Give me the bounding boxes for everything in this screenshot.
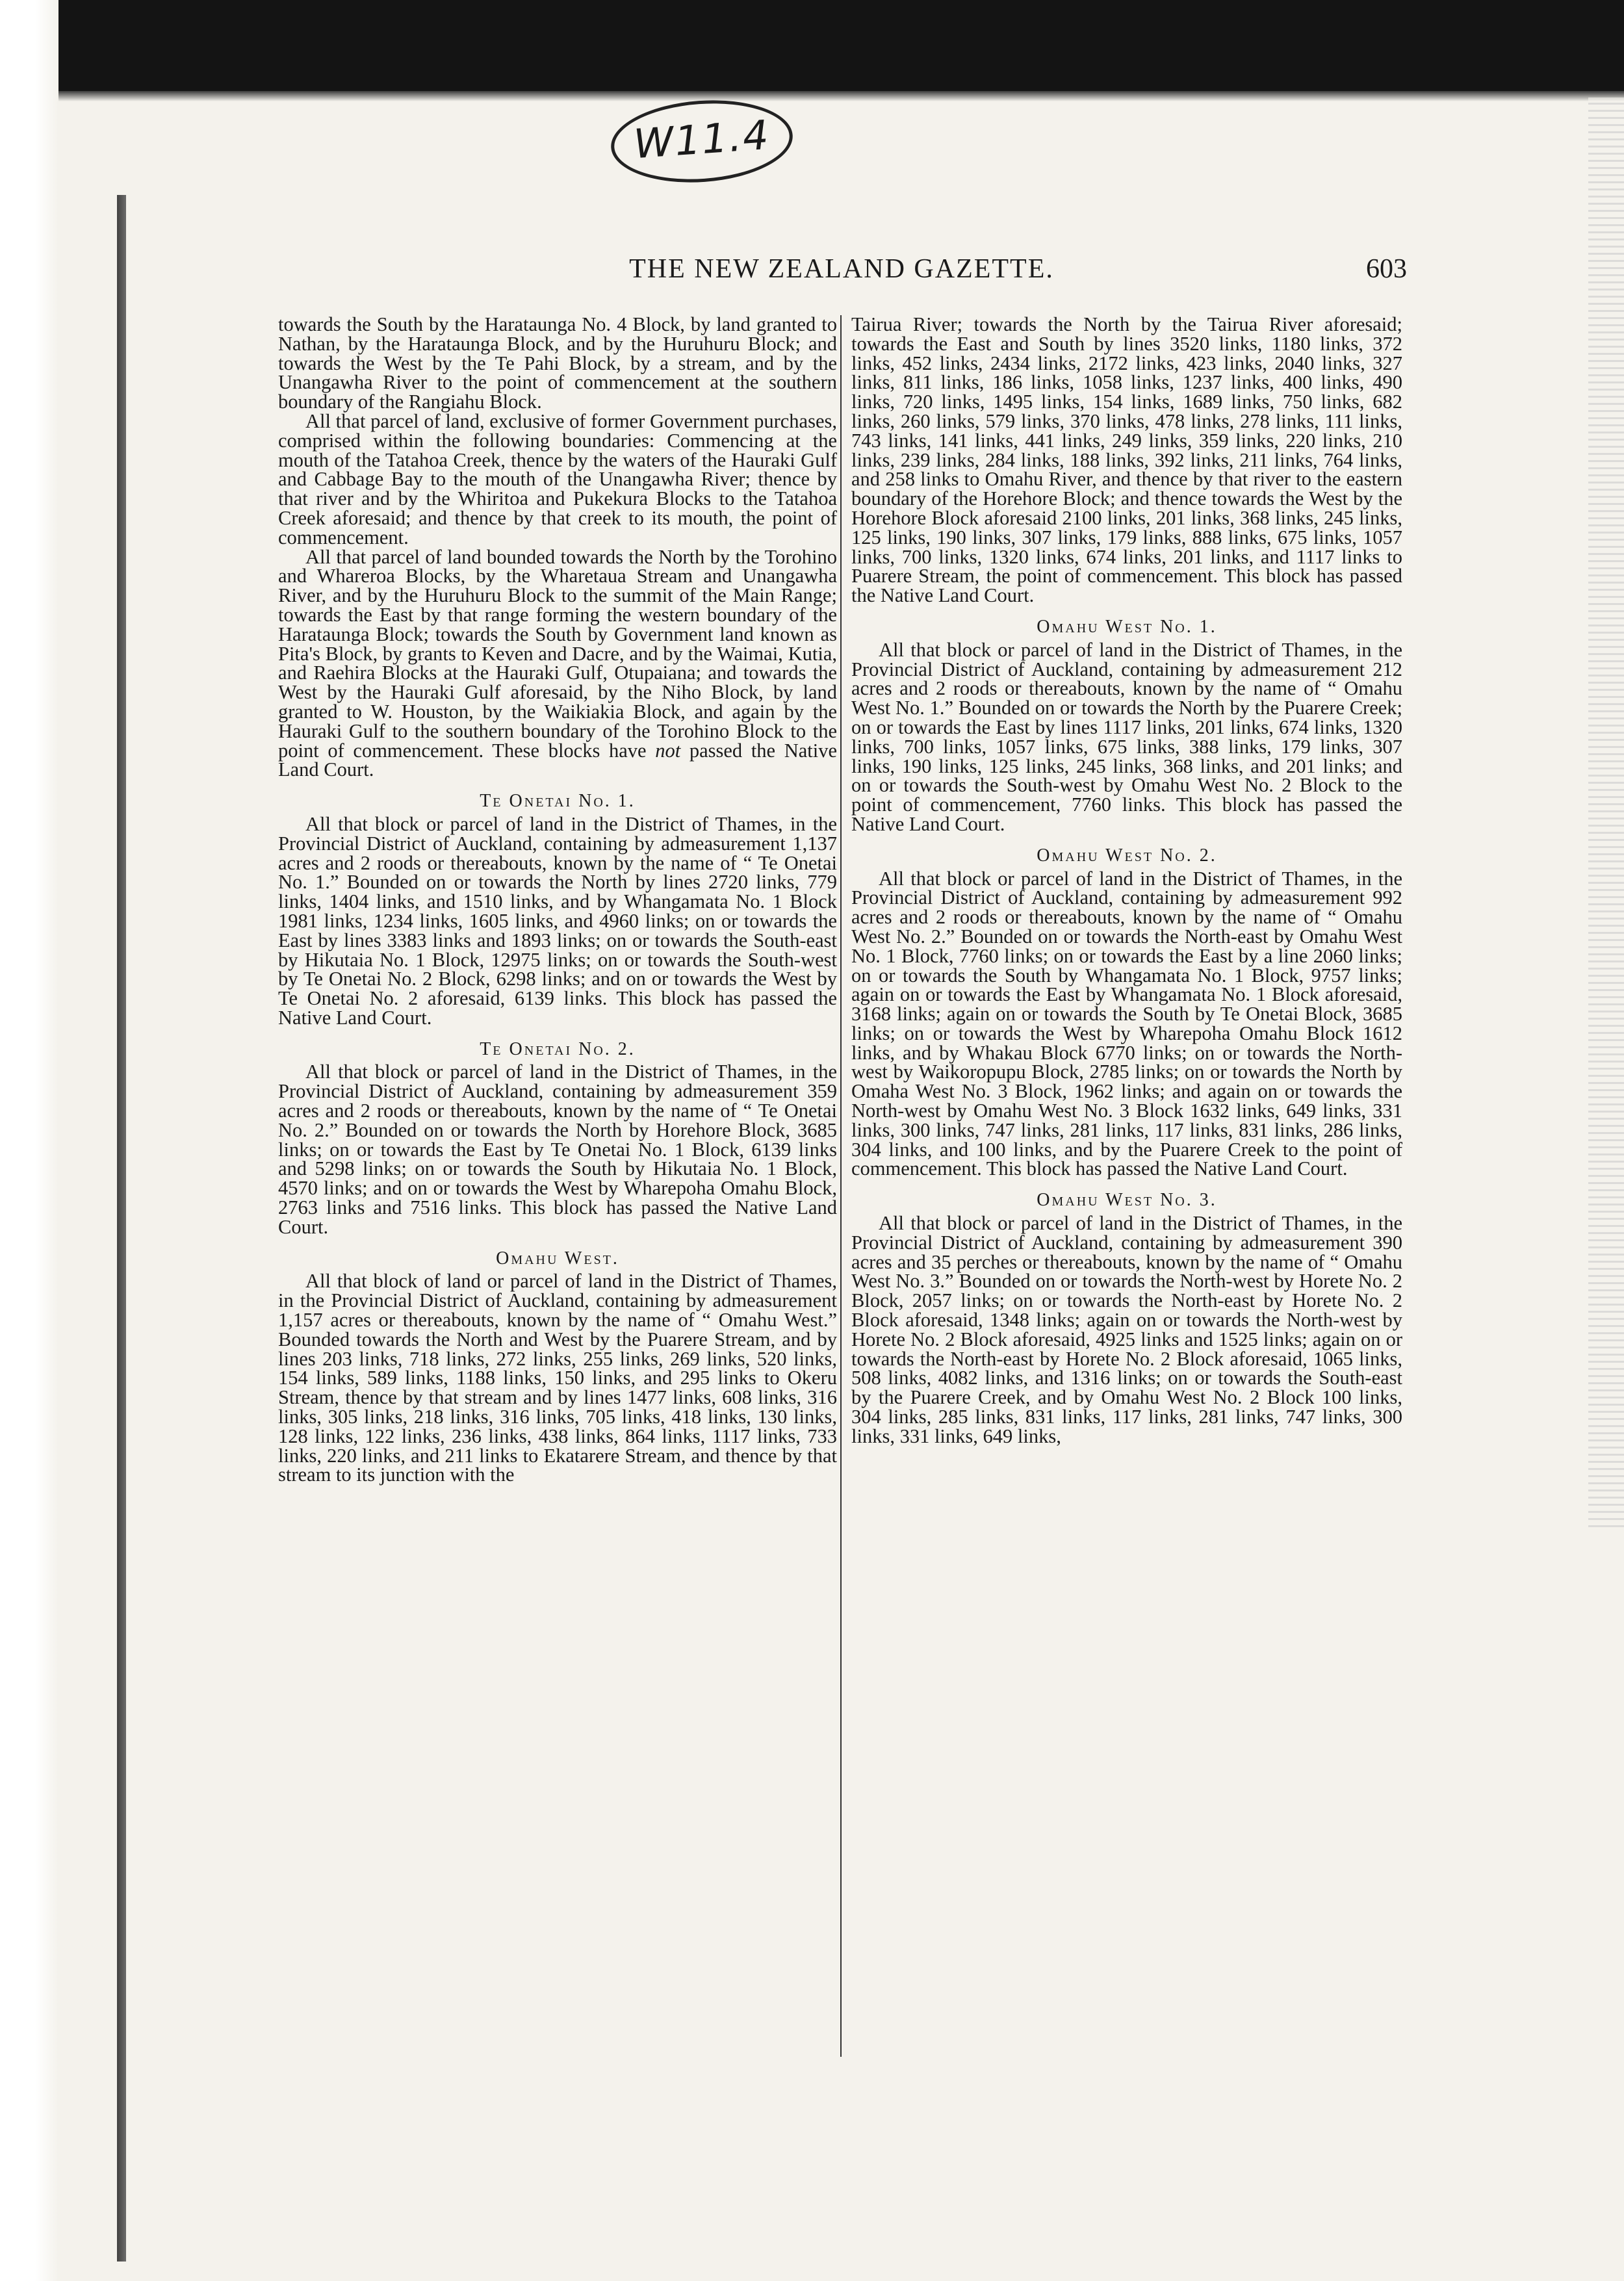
paragraph <box>278 545 838 781</box>
binding-edge <box>117 195 126 2262</box>
paragraph: All that block of land or parcel of land in the District of Thames, in the Provincial District of Auckland, containing by admeasurement 1,157 acres or thereabouts, known by the name of “ Omahu West.” Bounded towards the North and West by the Puarere Stream, and by lines 203 links, 718 links, 272 links, 255 links, 269 links, 520 links, 154 links, 589 links, 1188 links, 150 links, and 295 links to Okeru Stream, thence by that stream and by lines 1477 links, 608 links, 316 links, 305 links, 218 links, 316 links, 705 links, 418 links, 130 links, 128 links, 122 links, 236 links, 438 links, 864 links, 1117 links, 733 links, 220 links, and 211 links to Ekatarere Stream, and thence by that stream to its junction with the <box>278 1270 837 1486</box>
scan-shadow-fade <box>58 91 1624 101</box>
scan-edge-right <box>1588 97 1624 1527</box>
page-number: 603 <box>1366 254 1407 284</box>
column-divider <box>840 315 842 2057</box>
scan-margin-left <box>0 0 58 2281</box>
paragraph: towards the South by the Harataunga No. 4 Block, by land granted to Nathan, by the Harataunga Block, and by the Huruhuru Block; and towards the West by the Te Pahi Block, by a stream, and by the Unangawha River to the point of commencement at the southern boundary of the Rangiahu Block. <box>278 313 837 413</box>
paragraph: All that parcel of land, exclusive of former Government purchases, comprised within the following boundaries: Commencing at the mouth of the Tatahoa Creek, thence by the waters of the Hauraki Gulf and Cabbage Bay to the mouth of the Unangawha River; thence by that river and by the Whiritoa and Pukekura Blocks to the Tatahoa Creek aforesaid; and thence by that creek to its mouth, the point of commencement. <box>278 409 837 548</box>
section-heading: Omahu West No. 1. <box>1037 616 1217 637</box>
section-heading: Omahu West No. 2. <box>1037 845 1217 866</box>
emphasis-text: not <box>655 739 681 762</box>
paragraph: All that block or parcel of land in the District of Thames, in the Provincial District of Auckland, containing by admeasurement 212 acres and 2 roods or thereabouts, known by the name of “ Omahu West No. 1.” Bounded on or towards the North by the Puarere Creek; on or towards the East by lines 1117 links, 201 links, 674 links, 1320 links, 700 links, 1057 links, 675 links, 388 links, 179 links, 307 links, 190 links, 125 links, 245 links, 368 links, and 201 links; and on or towards the South-west by Omahu West No. 2 Block to the point of commencement, 7760 links. This block has passed the Native Land Court. <box>851 638 1402 835</box>
scan-shadow-top <box>58 0 1624 91</box>
section-heading: Te Onetai No. 2. <box>480 1038 636 1059</box>
paragraph: All that block or parcel of land in the District of Thames, in the Provincial District of Auckland, containing by admeasurement 1,137 acres and 2 roods or thereabouts, known by the name of “ Te Onetai No. 1.” Bounded on or towards the North by lines 2720 links, 779 links, 1404 links, and 1510 links, and by Whangamata No. 1 Block 1981 links, 1234 links, 1605 links, and 4960 links; on or towards the East by lines 3383 links and 1893 links; on or towards the South-east by Hikutaia No. 1 Block, 12975 links; on or towards the South-west by Te Onetai No. 2 Block, 6298 links; and on or towards the West by Te Onetai No. 2 aforesaid, 6139 links. This block has passed the Native Land Court. <box>278 812 837 1029</box>
paragraph: All that block or parcel of land in the District of Thames, in the Provincial District of Auckland, containing by admeasurement 390 acres and 35 perches or thereabouts, known by the name of “ Omahu West No. 3.” Bounded on or towards the North-west by Horete No. 2 Block, 2057 links; on or towards the North-east by Horete No. 2 Block aforesaid, 1348 links; again on or towards the North-west by Horete No. 2 Block aforesaid, 4925 links and 1525 links; again on or towards the North-east by Horete No. 2 Block aforesaid, 1065 links, 508 links, 4082 links, and 1316 links; on or towards the South-east by the Puarere Creek, and by Omahu West No. 2 Block 100 links, 304 links, 285 links, 831 links, 117 links, 281 links, 747 links, 300 links, 331 links, 649 links, <box>851 1212 1402 1447</box>
paragraph: Tairua River; towards the North by the Tairua River aforesaid; towards the East and South by lines 3520 links, 1180 links, 372 links, 452 links, 2434 links, 2172 links, 423 links, 2040 links, 327 links, 811 links, 186 links, 1058 links, 1237 links, 400 links, 490 links, 720 links, 1495 links, 154 links, 1689 links, 750 links, 682 links, 260 links, 579 links, 370 links, 478 links, 278 links, 111 links, 743 links, 141 links, 441 links, 249 links, 359 links, 220 links, 210 links, 239 links, 284 links, 188 links, 392 links, 211 links, 764 links, and 258 links to Omahu River, and thence by that river to the eastern boundary of the Horehore Block; and thence towards the West by the Horehore Block aforesaid 2100 links, 201 links, 368 links, 245 links, 125 links, 190 links, 307 links, 179 links, 888 links, 675 links, 1057 links, 700 links, 1320 links, 674 links, 201 links, and 1117 links to Puarere Stream, the point of commencement. This block has passed the Native Land Court. <box>851 313 1402 607</box>
section-heading: Omahu West. <box>496 1248 619 1269</box>
gazette-title: THE NEW ZEALAND GAZETTE. <box>629 254 1054 284</box>
stamp-text: W11.4 <box>632 110 771 168</box>
paragraph: All that block or parcel of land in the District of Thames, in the Provincial District of Auckland, containing by admeasurement 359 acres and 2 roods or thereabouts, known by the name of “ Te Onetai No. 2.” Bounded on or towards the North by Horehore Block, 3685 links; on or towards the East by Te Onetai No. 1 Block, 6139 links and 5298 links; on or towards the South by Hikutaia No. 1 Block, 4570 links; and on or towards the West by Wharepoha Omahu Block, 2763 links and 7516 links. This block has passed the Native Land Court. <box>278 1061 837 1238</box>
left-column <box>278 315 837 1485</box>
section-heading: Te Onetai No. 1. <box>480 791 636 812</box>
section-heading: Omahu West No. 3. <box>1037 1190 1217 1211</box>
page-header <box>276 253 1407 292</box>
paragraph-text: All that parcel of land bounded towards the North by the Torohino and Whareroa Blocks, by the Wharetaua Stream and Unangawha River, and by the Huruhuru Block to the summit of the Main Range; towards the East by that range forming the western boundary of the Harataunga Block; towards the South by Government land known as Pita's Block, by grants to Keven and Dacre, and by the Waimai, Kutia, and Raehira Blocks at the Hauraki Gulf, Otupaiana; and towards the West by the Hauraki Gulf aforesaid, by the Niho Block, by land granted to W. Houston, by the Waikiakia Block, and again by the Hauraki Gulf to the southern boundary of the Torohino Block to the point of commencement. <box>278 545 837 762</box>
paragraph-text: These blocks have <box>492 739 656 762</box>
paragraph-text: passed the Native Land Court. <box>278 739 838 781</box>
handwritten-stamp <box>608 94 795 188</box>
right-column <box>851 315 1402 1447</box>
paragraph: All that block or parcel of land in the District of Thames, in the Provincial District of Auckland, containing by admeasurement 992 acres and 2 roods or thereabouts, known by the name of “ Omahu West No. 2.” Bounded on or towards the North-east by Omahu West No. 1 Block, 7760 links; on or towards the East by a line 2060 links; on or towards the South by Whangamata No. 1 Block, 9757 links; again on or towards the East by Whangamata No. 1 Block aforesaid, 3168 links; again on or towards the South by Te Onetai Block, 3685 links; on or towards the West by Wharepoha Omahu Block 1612 links, and by Whakau Block 6770 links; on or towards the North-west by Waikoropupu Block, 2785 links; on or towards the North by Omaha West No. 3 Block, 1962 links; and again on or towards the North-west by Omahu West No. 3 Block 1632 links, 649 links, 331 links, 300 links, 747 links, 281 links, 117 links, 831 links, 286 links, 304 links, and 100 links, and by the Puarere Creek to the point of commencement. This block has passed the Native Land Court. <box>851 867 1402 1180</box>
